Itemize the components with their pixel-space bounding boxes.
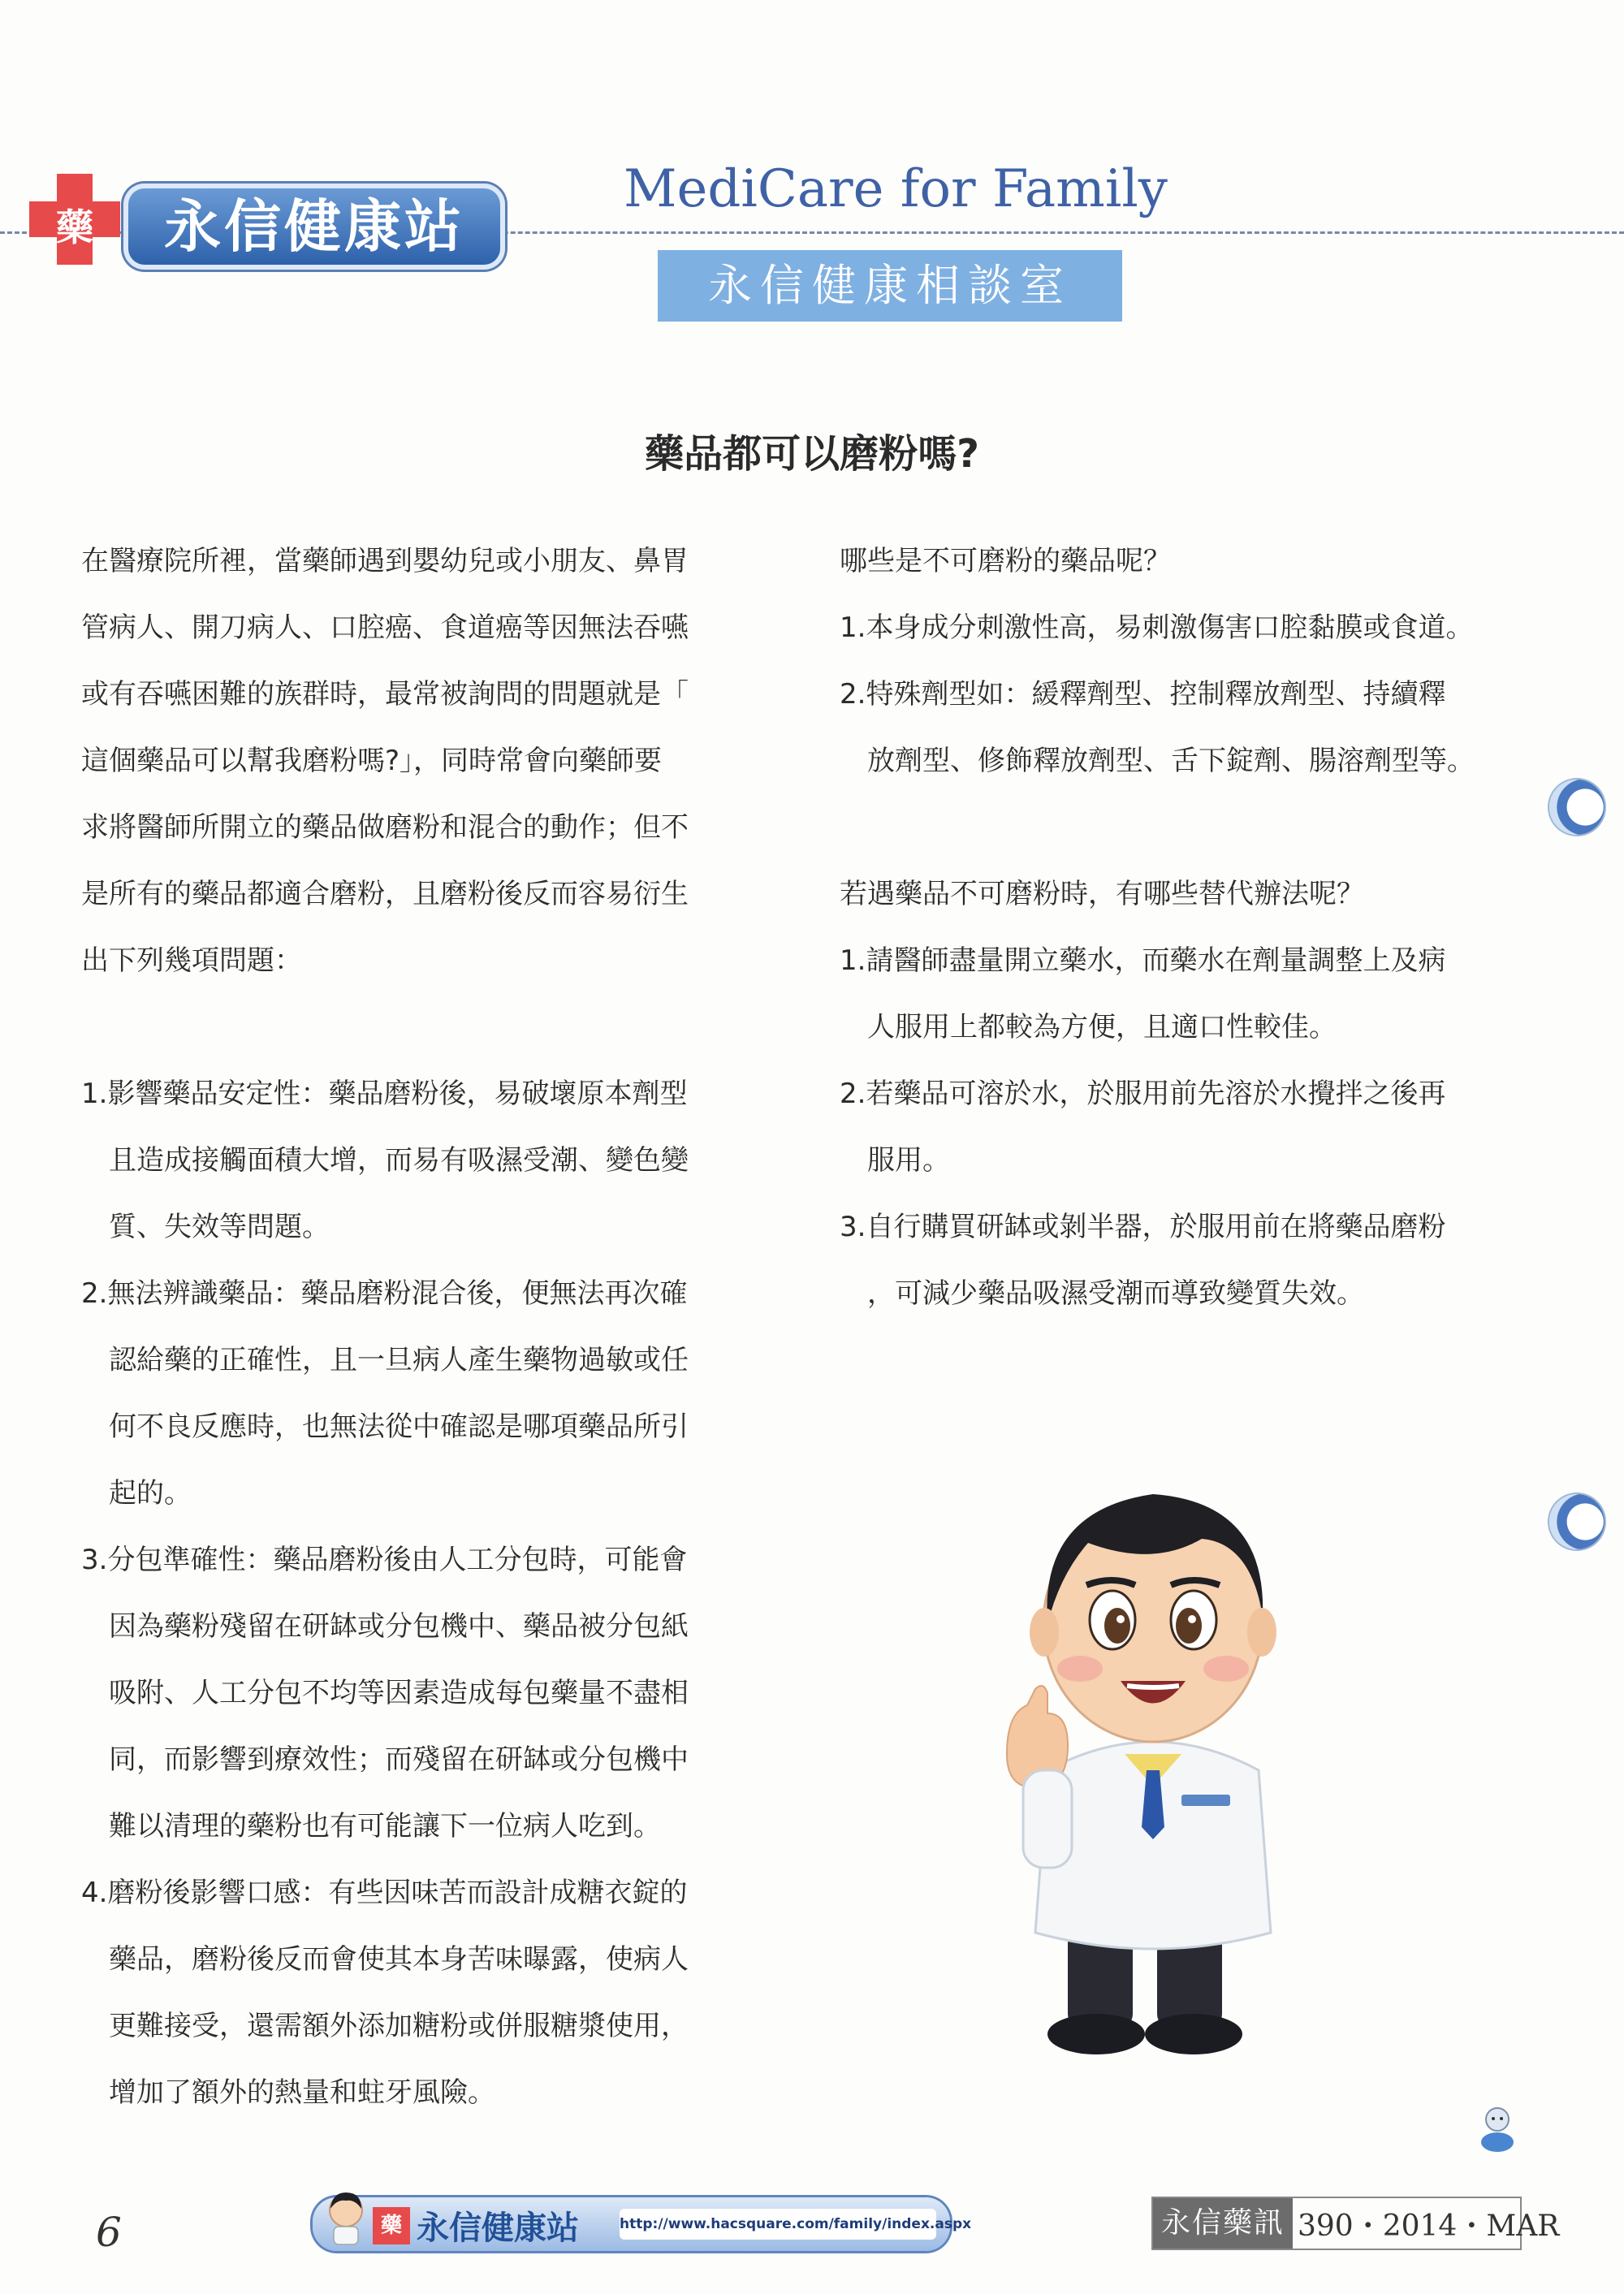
intro-line: 出下列幾項問題： — [81, 944, 302, 977]
intro-line: 是所有的藥品都適合磨粉，且磨粉後反而容易衍生 — [81, 878, 689, 910]
q1-item-2: 2.特殊劑型如：緩釋劑型、控制釋放劑型、持續釋 — [840, 678, 1446, 711]
medical-cross-logo — [29, 174, 120, 265]
list-item-2-cont: 認給藥的正確性，且一旦病人產生藥物過敏或任 — [109, 1344, 689, 1376]
q2-item-2: 2.若藥品可溶於水，於服用前先溶於水攪拌之後再 — [840, 1078, 1446, 1110]
list-item-2-cont: 起的。 — [109, 1477, 192, 1510]
intro-line: 求將醫師所開立的藥品做磨粉和混合的動作；但不 — [81, 811, 689, 844]
issue-brand: 永信藥訊 — [1153, 2198, 1293, 2249]
section-label: 永信健康相談室 — [658, 250, 1122, 322]
list-item-3-cont: 同，而影響到療效性；而殘留在研缽或分包機中 — [109, 1743, 689, 1776]
footer-cross-icon: 藥 — [373, 2207, 410, 2244]
list-item-1-cont: 且造成接觸面積大增，而易有吸濕受潮、變色變 — [109, 1144, 689, 1177]
list-item-2: 2.無法辨識藥品：藥品磨粉混合後，便無法再次確 — [81, 1277, 688, 1310]
list-item-3-cont: 吸附、人工分包不均等因素造成每包藥量不盡相 — [109, 1677, 689, 1709]
q2-item-1: 1.請醫師盡量開立藥水，而藥水在劑量調整上及病 — [840, 944, 1446, 977]
intro-line: 或有吞嚥困難的族群時，最常被詢問的問題就是「 — [81, 678, 689, 711]
question-2: 若遇藥品不可磨粉時，有哪些替代辦法呢？ — [840, 878, 1364, 910]
q2-item-2-cont: 服用。 — [867, 1144, 950, 1177]
brand-name: 永信健康站 — [164, 193, 464, 260]
q1-item-1: 1.本身成分刺激性高，易刺激傷害口腔黏膜或食道。 — [840, 611, 1474, 644]
brand-banner — [123, 184, 505, 270]
footer-banner — [313, 2197, 972, 2251]
tagline: MediCare for Family — [624, 159, 1168, 219]
issue-badge — [1151, 2197, 1560, 2250]
list-item-4-cont: 更難接受，還需額外添加糖粉或併服糖漿使用， — [109, 2010, 689, 2042]
page-tab-icon — [1549, 780, 1605, 835]
list-item-3-cont: 難以清理的藥粉也有可能讓下一位病人吃到。 — [109, 1810, 661, 1843]
footer-brand: 永信健康站 — [417, 2210, 579, 2247]
q2-item-3-cont: ，可減少藥品吸濕受潮而導致變質失效。 — [867, 1277, 1364, 1310]
intro-line: 管病人、開刀病人、口腔癌、食道癌等因無法吞嚥 — [81, 611, 689, 644]
list-item-3: 3.分包準確性：藥品磨粉後由人工分包時，可能會 — [81, 1544, 688, 1576]
page-tab-icon — [1549, 1494, 1605, 1549]
list-item-1: 1.影響藥品安定性：藥品磨粉後，易破壞原本劑型 — [81, 1078, 688, 1110]
q2-item-1-cont: 人服用上都較為方便，且適口性較佳。 — [867, 1011, 1337, 1043]
intro-line: 這個藥品可以幫我磨粉嗎?」，同時常會向藥師要 — [81, 745, 663, 777]
q2-item-3: 3.自行購買研缽或剝半器，於服用前在將藥品磨粉 — [840, 1211, 1446, 1243]
q1-item-2-cont: 放劑型、修飾釋放劑型、舌下錠劑、腸溶劑型等。 — [867, 745, 1475, 777]
page-number: 6 — [96, 2209, 122, 2256]
right-column — [840, 528, 1475, 1327]
article-title: 藥品都可以磨粉嗎? — [645, 431, 979, 477]
list-item-2-cont: 何不良反應時，也無法從中確認是哪項藥品所引 — [109, 1411, 689, 1443]
cross-glyph: 藥 — [56, 205, 93, 249]
list-item-1-cont: 質、失效等問題。 — [109, 1211, 330, 1243]
doctor-avatar-icon — [324, 2189, 368, 2246]
list-item-4-cont: 增加了額外的熱量和蛀牙風險。 — [109, 2076, 495, 2109]
question-1: 哪些是不可磨粉的藥品呢？ — [840, 545, 1171, 577]
issue-text: 390・2014・MAR — [1298, 2210, 1560, 2243]
list-item-4-cont: 藥品，磨粉後反而會使其本身苦味曝露，使病人 — [109, 1943, 689, 1976]
footer-url-link[interactable]: http://www.hacsquare.com/family/index.aspx — [620, 2209, 936, 2240]
mascot-icon — [1476, 2103, 1518, 2155]
left-column — [81, 528, 689, 2126]
pharmacist-illustration — [991, 1445, 1315, 2063]
list-item-4: 4.磨粉後影響口感：有些因味苦而設計成糖衣錠的 — [81, 1877, 688, 1909]
intro-line: 在醫療院所裡，當藥師遇到嬰幼兒或小朋友、鼻胃 — [81, 545, 689, 577]
list-item-3-cont: 因為藥粉殘留在研缽或分包機中、藥品被分包紙 — [109, 1610, 689, 1643]
